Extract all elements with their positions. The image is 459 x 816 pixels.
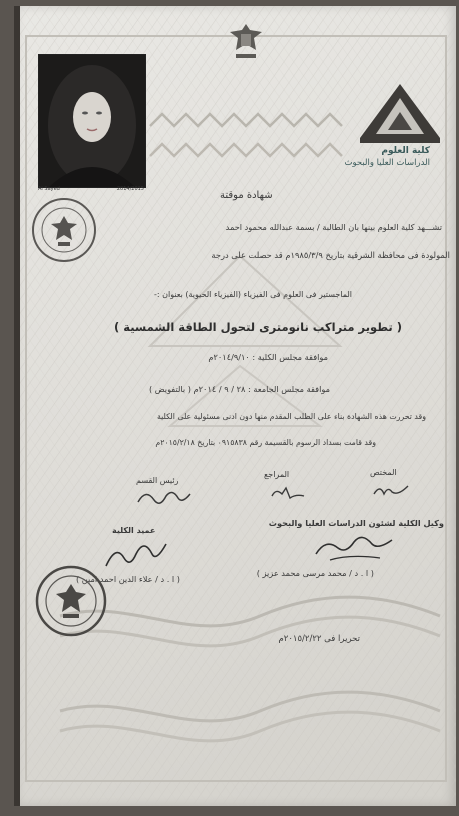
head-of-section-signature bbox=[134, 486, 194, 510]
fees-statement: وقد قامت بسداد الرسوم بالقسيمة رقم ٠٩١٥٨٣٨ بتاريخ ٢٠١٥/٢/١٨م bbox=[155, 438, 376, 447]
issue-date: تحريرا فى ٢٠١٥/٢/٢٢م bbox=[278, 634, 360, 644]
university-council-approval: موافقة مجلس الجامعة : ٢٨ / ٩ / ٢٠١٤م ( بالتفويض ) bbox=[148, 384, 330, 394]
vice-dean-name: ( ا . د / محمد مرسى محمد عزيز ) bbox=[256, 568, 374, 578]
specialist-signature bbox=[372, 480, 412, 500]
responsibility-statement: وقد تحررت هذه الشهادة بناء على الطلب المقدم منها دون ادنى مسئولية على الكلية bbox=[157, 412, 426, 421]
college-seal-icon bbox=[34, 564, 108, 638]
dean-title: عميد الكلية bbox=[112, 526, 156, 535]
college-council-approval: موافقة مجلس الكلية : ٢٠١٤/٩/١٠م bbox=[208, 352, 328, 362]
eagle-emblem-icon bbox=[228, 20, 264, 62]
certificate-paper bbox=[14, 6, 456, 806]
certificate-line-2: المولودة فى محافظة الشرقية بتاريخ ١٩٨٥/٣/٩م قد حصلت على درجة bbox=[211, 250, 450, 260]
photo-caption-right: 2014/2015 bbox=[116, 186, 144, 192]
photo-caption bbox=[38, 186, 144, 195]
head-of-section-label: رئيس القسم bbox=[136, 476, 179, 485]
photo-caption-left: Al Sayed bbox=[38, 186, 60, 192]
dean-signature bbox=[100, 538, 170, 574]
department-name: الدراسات العليا والبحوث bbox=[344, 158, 430, 168]
official-seal-icon bbox=[30, 196, 98, 264]
certificate-title: شهادة موقتة bbox=[220, 190, 273, 201]
reviewer-label: المراجع bbox=[264, 470, 290, 479]
vice-dean-signature bbox=[310, 532, 400, 564]
vice-dean-title: وكيل الكلية لشئون الدراسات العليا والبحوث bbox=[268, 518, 444, 528]
college-logo-icon bbox=[356, 78, 444, 146]
reviewer-signature bbox=[268, 484, 308, 502]
certificate-line-3: الماجستير فى العلوم فى الفيزياء (الفيزياء الحيوية) بعنوان :- bbox=[154, 290, 352, 299]
college-name: كلية العلوم bbox=[381, 146, 430, 156]
student-photo bbox=[38, 54, 146, 188]
thesis-title: ( تطوير متراكب نانومترى لتحول الطاقة الشمسية ) bbox=[114, 320, 402, 334]
dean-name: ( ا . د / علاء الدين احمد امين ) bbox=[75, 574, 180, 584]
specialist-label: المختص bbox=[370, 468, 397, 477]
certificate-line-1: تشـــهد كلية العلوم بينها بان الطالبة / بسمة عبدالله محمود احمد bbox=[225, 222, 442, 232]
